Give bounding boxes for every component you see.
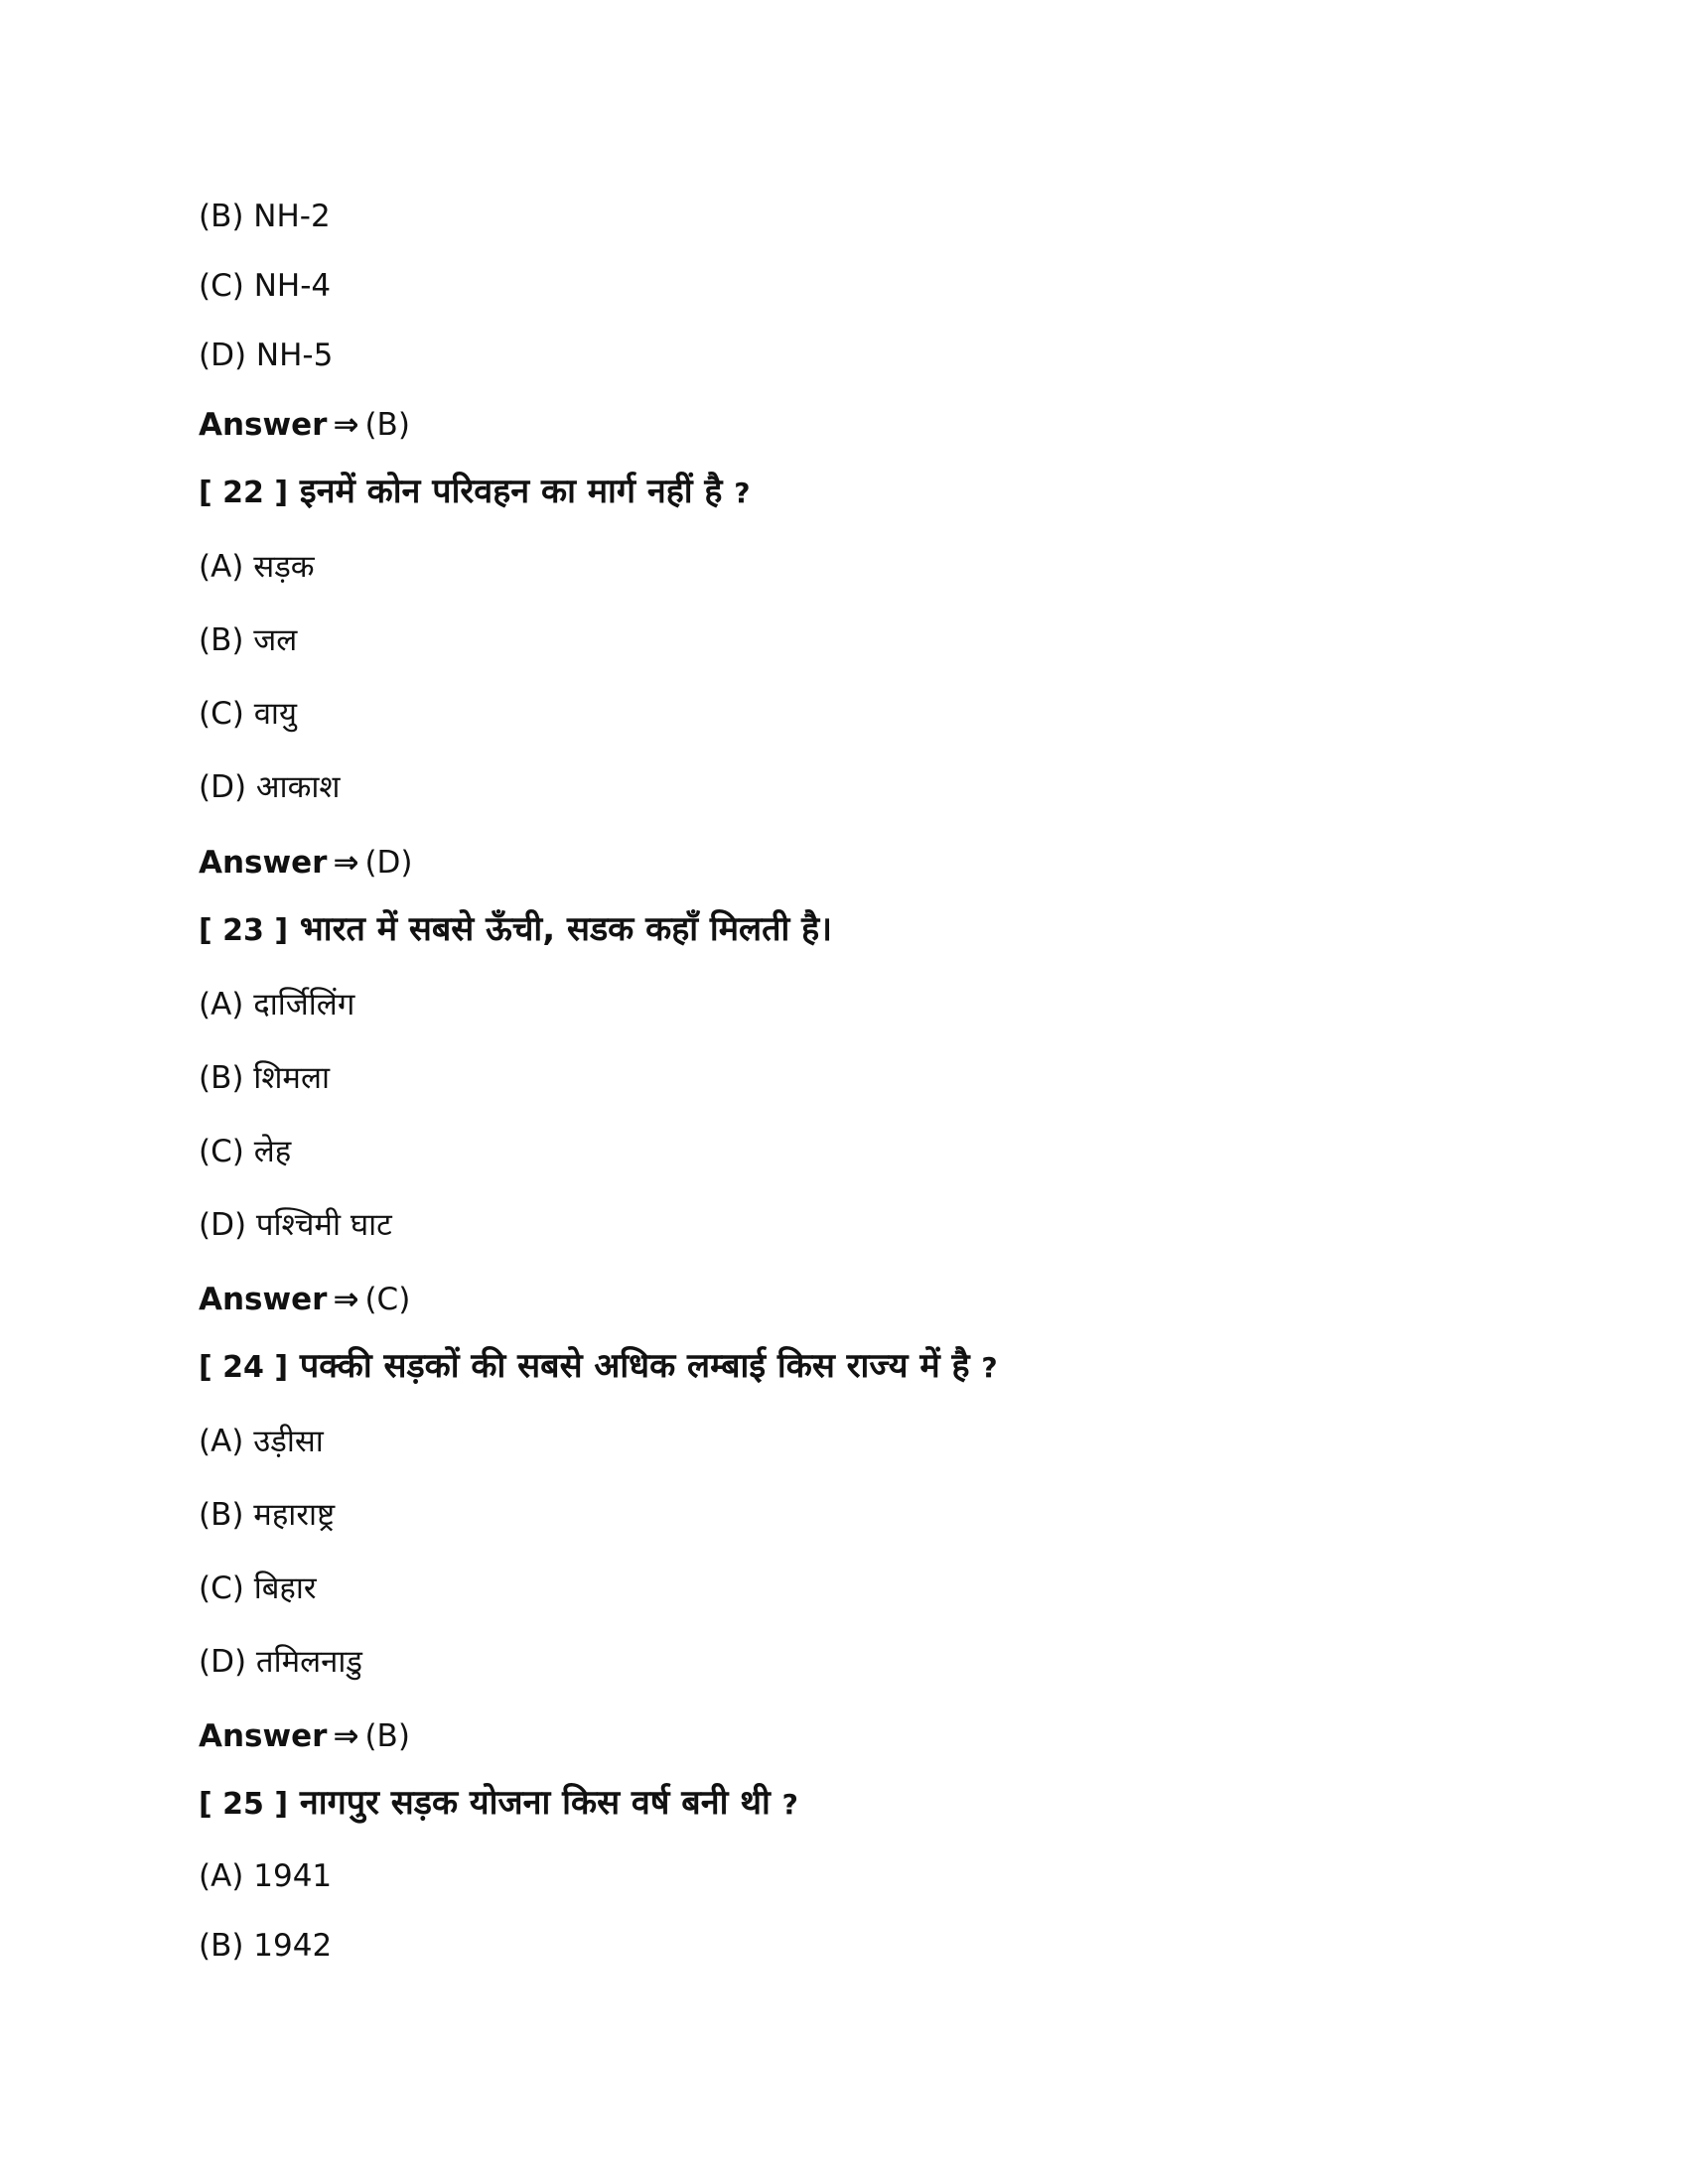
question-heading (199, 1346, 998, 1387)
question-text: इनमें कोन परिवहन का मार्ग नहीं है (299, 472, 723, 511)
answer-value: (B) (364, 1718, 410, 1754)
answer-value: (C) (364, 1282, 411, 1317)
question-number: [ 22 ] (199, 476, 289, 510)
answer-label: Answer (199, 845, 328, 881)
question-text: पक्की सड़कों की सबसे अधिक लम्बाई किस राज्य में है (299, 1346, 970, 1386)
option-a: (A) सड़क (199, 549, 315, 585)
question-mark: ? (781, 1788, 798, 1821)
question-mark: ? (981, 1351, 998, 1384)
option-c: (C) NH-4 (199, 268, 332, 304)
answer-arrow-icon: ⇒ (333, 1282, 359, 1317)
answer-value: (D) (364, 845, 413, 881)
question-text: भारत में सबसे ऊँची, सडक कहाँ मिलती है। (299, 909, 833, 949)
option-b: (B) शिमला (199, 1060, 331, 1096)
answer-arrow-icon: ⇒ (333, 1718, 359, 1754)
question-heading (199, 472, 751, 512)
question-number: [ 23 ] (199, 913, 289, 948)
option-d: (D) आकाश (199, 769, 341, 805)
question-text: नागपुर सड़क योजना किस वर्ष बनी थी (299, 1783, 771, 1823)
option-a: (A) दार्जिलिंग (199, 987, 355, 1023)
question-number: [ 25 ] (199, 1787, 289, 1822)
option-c: (C) बिहार (199, 1570, 317, 1606)
option-b: (B) जल (199, 622, 298, 658)
option-b: (B) 1942 (199, 1928, 333, 1964)
question-heading (199, 1783, 798, 1824)
answer-line (199, 1718, 410, 1755)
answer-label: Answer (199, 1718, 328, 1754)
answer-label: Answer (199, 1282, 328, 1317)
answer-value: (B) (364, 407, 410, 443)
question-number: [ 24 ] (199, 1350, 289, 1385)
answer-line (199, 1282, 410, 1318)
option-c: (C) लेह (199, 1134, 292, 1169)
option-b: (B) महाराष्ट्र (199, 1497, 336, 1533)
option-d: (D) तमिलनाडु (199, 1644, 362, 1680)
answer-line (199, 407, 410, 444)
question-mark: ? (734, 477, 751, 509)
option-d: (D) NH-5 (199, 338, 334, 373)
answer-arrow-icon: ⇒ (333, 845, 359, 881)
option-a: (A) 1941 (199, 1858, 333, 1894)
answer-label: Answer (199, 407, 328, 443)
option-a: (A) उड़ीसा (199, 1424, 324, 1459)
answer-line (199, 845, 413, 882)
option-d: (D) पश्चिमी घाट (199, 1207, 392, 1243)
question-heading (199, 909, 832, 950)
answer-arrow-icon: ⇒ (333, 407, 359, 443)
option-b: (B) NH-2 (199, 199, 331, 234)
option-c: (C) वायु (199, 696, 297, 732)
